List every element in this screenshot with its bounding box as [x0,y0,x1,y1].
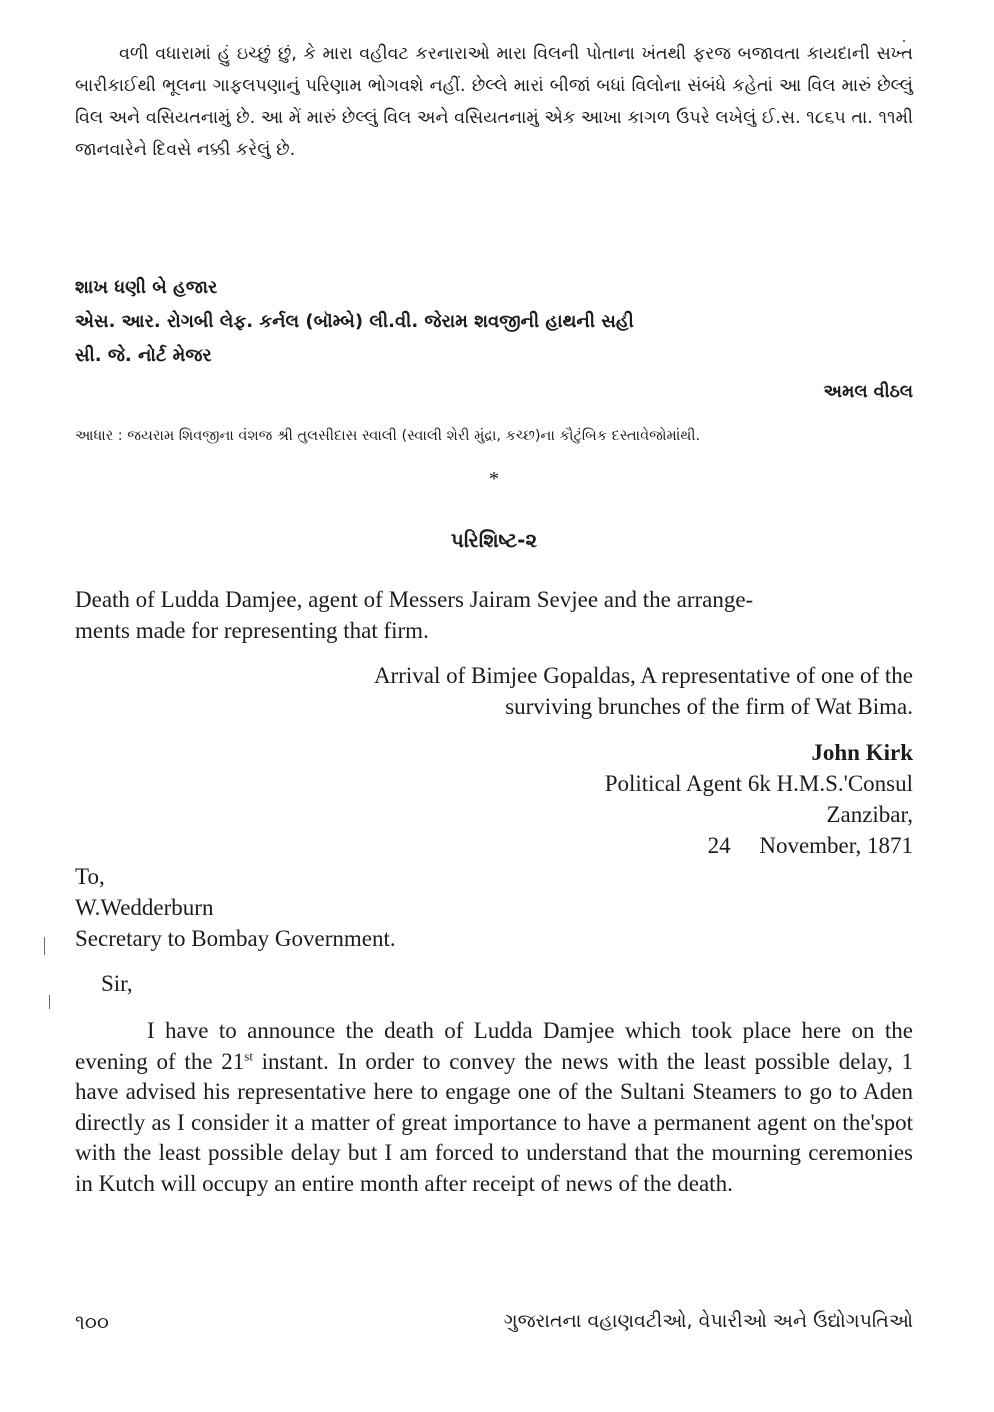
arrival-note [75,660,913,722]
subject-line-1: Death of Ludda Damjee, agent of Messers Jairam Sevjee and the arrange- [75,587,754,612]
page-number: ૧૦૦ [75,1310,109,1334]
source-note: આધાર : જયરામ શિવજીના વંશજ શ્રી તુલસીદાસ સ્વાલી (સ્વાલી શેરી મુંદ્રા, કચ્છ)ના કૌટુંબિક દસ્તાવેજોમાંથી. [75,428,701,444]
gujarati-signature: અમલ વીઠલ [823,382,913,402]
separator-asterisk: * [489,468,499,490]
scan-mark [44,937,45,955]
witness-line-1: શાખ ધણી બે હજાર [75,277,218,298]
recipient-to: To, [75,864,105,889]
witness-line-2: એસ. આર. રોગબી લેફ. કર્નલ (બૉમ્બે) લી.વી. જેરામ શવજીની હાથની સહી [75,311,634,332]
sender-name: John Kirk [811,740,913,765]
sender-date [75,830,913,861]
arrival-line-2: surviving brunches of the firm of Wat Bima. [505,694,913,719]
scan-mark [49,995,50,1009]
ordinal-suffix: st [244,1047,253,1063]
book-title-footer: ગુજરાતના વહાણવટીઓ, વેપારીઓ અને ઉદ્યોગપતિઓ [503,1310,913,1332]
letter-body [75,1016,913,1199]
salutation: Sir, [101,971,133,996]
subject-line-2: ments made for representing that firm. [75,618,429,643]
sender-place: Zanzibar, [826,802,913,827]
appendix-title: પરિશિષ્ટ-૨ [450,528,538,552]
letter-body-part-1: I have to announce the death of Ludda Damjee which took place here on the evening of the 21 [75,1018,913,1074]
gujarati-will-paragraph: વળી વધારામાં હું ઇચ્છું છું, કે મારા વહીવટ કરનારાઓ મારા વિલની પોતાના ખંતથી ફરજ બજાવતા કાયદાની સખ્ત બારીકાઈથી ભૂલના ગાફલપણાનું પરિણામ ભોગવશે નહીં. છેલ્લે મારાં બીજાં બધાં વિલોના સંબંધે કહેતાં આ વિલ મારું છેલ્લું વિલ અને વસિયતનામું છે. આ મેં મારું છેલ્લું વિલ અને વસિયતનામું એક આખા કાગળ ઉપરે લખેલું ઈ.સ. ૧૮૬૫ તા. ૧૧મી જાનવારેને દિવસે નક્કી કરેલું છે. [75,44,913,160]
recipient-name: W.Wedderburn [75,895,214,920]
sender-block [75,737,913,861]
letter-body-part-2: instant. In order to convey the news with the least possible delay, 1 have advised his representative here to engage one of the Sultani Steamers to go to Aden directly as I consider it a matter of great importance to have a permanent agent on the'spot with the least possible delay but I am forced to understand that the mourning ceremonies in Kutch will occupy an entire month after receipt of news of the death. [75,1048,913,1196]
date-month-year: November, 1871 [759,833,913,858]
arrival-line-1: Arrival of Bimjee Gopaldas, A representative of one of the [373,663,913,688]
date-day: 24 [707,833,731,858]
recipient-block [75,861,913,954]
scan-speck [903,40,905,42]
witness-line-3: સી. જે. નોર્ટ મેજર [75,345,212,366]
recipient-title: Secretary to Bombay Government. [75,926,396,951]
sender-title: Political Agent 6k H.M.S.'Consul [604,771,913,796]
witness-block [75,271,913,372]
letter-subject [75,584,913,646]
